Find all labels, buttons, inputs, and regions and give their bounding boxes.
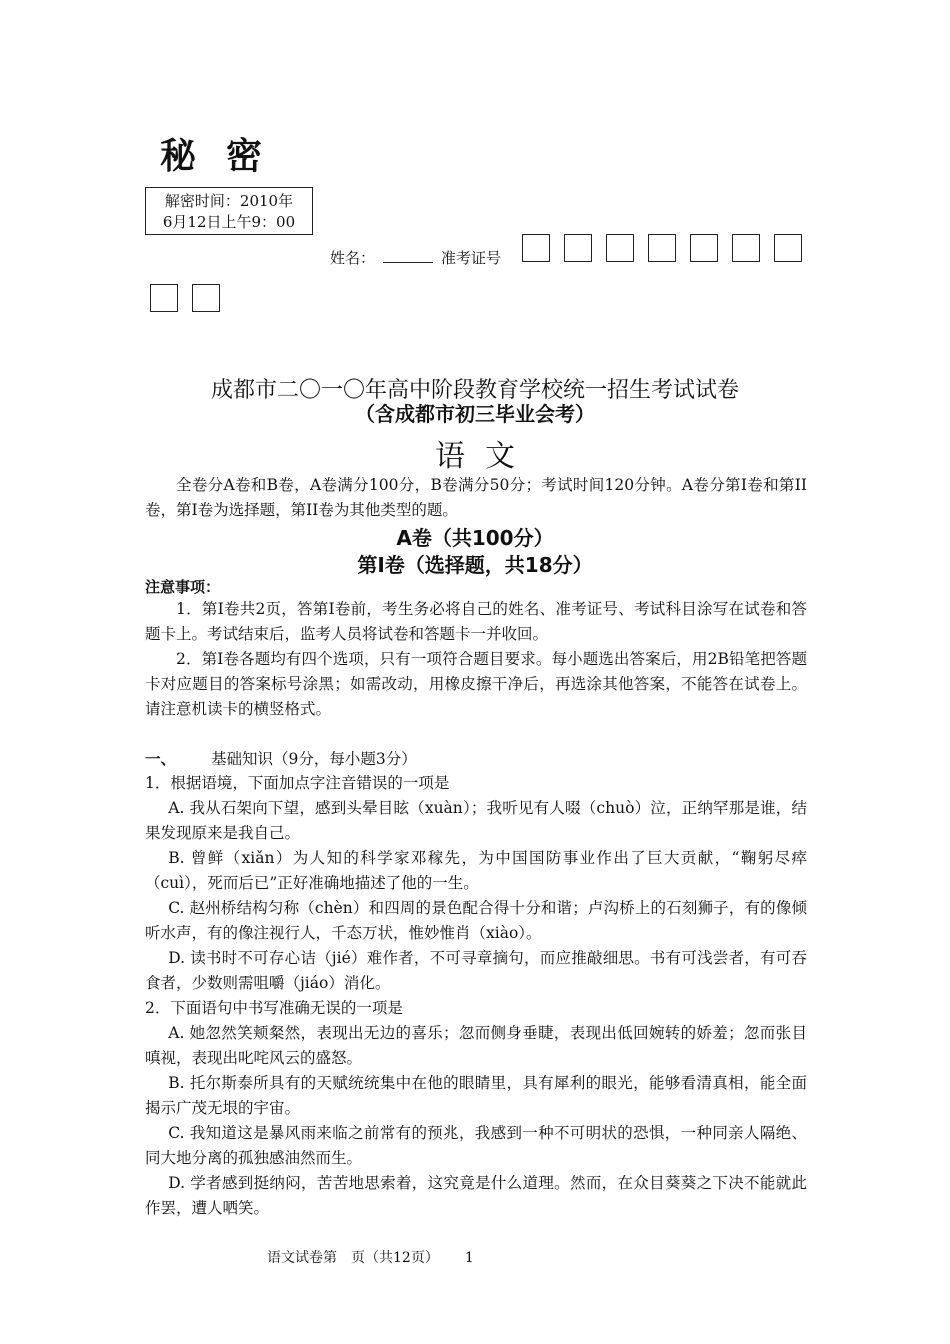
question-1-stem: 1．根据语境，下面加点字注音错误的一项是 — [145, 774, 450, 792]
section-one-title: 基础知识（9分，每小题3分） — [211, 750, 417, 768]
section-a-heading: A卷（共100分） — [396, 526, 554, 550]
footer-page-number: 1 — [464, 1250, 474, 1266]
intro-paragraph: 全卷分A卷和B卷，A卷满分100分，B卷满分50分；考试时间120分钟。A卷分第I卷和第II卷，第I卷为选择题，第II卷为其他类型的题。 — [145, 476, 807, 519]
exam-id-box[interactable] — [648, 234, 676, 262]
note-item: 1．第I卷共2页，答第I卷前，考生务必将自己的姓名、准考证号、考试科目涂写在试卷和答题卡上。考试结束后，监考人员将试卷和答题卡一并收回。 — [145, 600, 807, 643]
exam-id-box[interactable] — [564, 234, 592, 262]
subject-title: 语文 — [435, 439, 535, 474]
section-one-number: 一、 — [145, 750, 177, 768]
exam-subtitle: （含成都市初三毕业会考） — [355, 402, 595, 426]
part-one-heading: 第I卷（选择题，共18分） — [357, 553, 593, 577]
exam-id-box[interactable] — [150, 284, 178, 312]
exam-id-box[interactable] — [606, 234, 634, 262]
question-2-option-a: A. 她忽然笑颊粲然，表现出无边的喜乐；忽而侧身垂睫，表现出低回婉转的娇羞；忽而张目嗔视，表现出叱咤风云的盛怒。 — [145, 1024, 807, 1067]
exam-id-box[interactable] — [690, 234, 718, 262]
notes-heading: 注意事项： — [145, 578, 221, 596]
question-2-stem: 2．下面语句中书写准确无误的一项是 — [145, 999, 403, 1017]
question-2-option-d: D. 学者感到挺纳闷，苦苦地思索着，这究竟是什么道理。然而，在众目葵葵之下决不能就此作罢，遭人哂笑。 — [145, 1174, 807, 1217]
exam-id-box[interactable] — [192, 284, 220, 312]
question-1-option-a: A. 我从石架向下望，感到头晕目眩（xuàn）；我听见有人啜（chuò）泣，正纳罕那是谁，结果发现原来是我自己。 — [145, 799, 807, 842]
name-blank[interactable] — [383, 248, 433, 263]
exam-title: 成都市二〇一〇年高中阶段教育学校统一招生考试试卷 — [210, 378, 739, 403]
question-2-option-b: B. 托尔斯泰所具有的天赋统统集中在他的眼睛里，具有犀利的眼光，能够看清真相，能全面揭示广茂无垠的宇宙。 — [145, 1074, 807, 1117]
question-1-option-c: C. 赵州桥结构匀称（chèn）和四周的景色配合得十分和谐；卢沟桥上的石刻狮子，有的像倾听水声，有的像注视行人，千态万状，惟妙惟肖（xiào）。 — [145, 899, 807, 942]
exam-id-box[interactable] — [522, 234, 550, 262]
name-row — [330, 247, 501, 268]
exam-id-box[interactable] — [732, 234, 760, 262]
note-item: 2．第I卷各题均有四个选项，只有一项符合题目要求。每小题选出答案后，用2B铅笔把答题卡对应题目的答案标号涂黑；如需改动，用橡皮擦干净后，再选涂其他答案，不能答在试卷上。请注意机读卡的横竖格式。 — [145, 650, 807, 718]
footer-text: 语文试卷第 页（共12页） — [267, 1250, 439, 1266]
name-label: 姓名： — [330, 249, 376, 267]
exam-id-label: 准考证号 — [441, 249, 502, 267]
declass-line-2: 6月12日上午9：00 — [162, 213, 296, 231]
exam-id-box[interactable] — [774, 234, 802, 262]
question-2-option-c: C. 我知道这是暴风雨来临之前常有的预兆，我感到一种不可明状的恐惧，一种同亲人隔绝、同大地分离的孤独感油然而生。 — [145, 1124, 807, 1167]
secret-label: 秘密 — [160, 136, 293, 177]
declass-line-1: 解密时间：2010年 — [164, 192, 294, 210]
question-1-option-d: D. 读书时不可存心诘（jié）难作者，不可寻章摘句，而应推敲细思。书有可浅尝者，有可吞食者，少数则需咀嚼（jiáo）消化。 — [145, 949, 807, 992]
question-1-option-b: B. 曾鲜（xiǎn）为人知的科学家邓稼先，为中国国防事业作出了巨大贡献，“鞠躬尽瘁（cuì），死而后已”正好准确地描述了他的一生。 — [145, 849, 807, 892]
section-one-heading — [145, 747, 417, 769]
page-footer — [267, 1247, 474, 1267]
declassification-time-box — [145, 187, 313, 235]
